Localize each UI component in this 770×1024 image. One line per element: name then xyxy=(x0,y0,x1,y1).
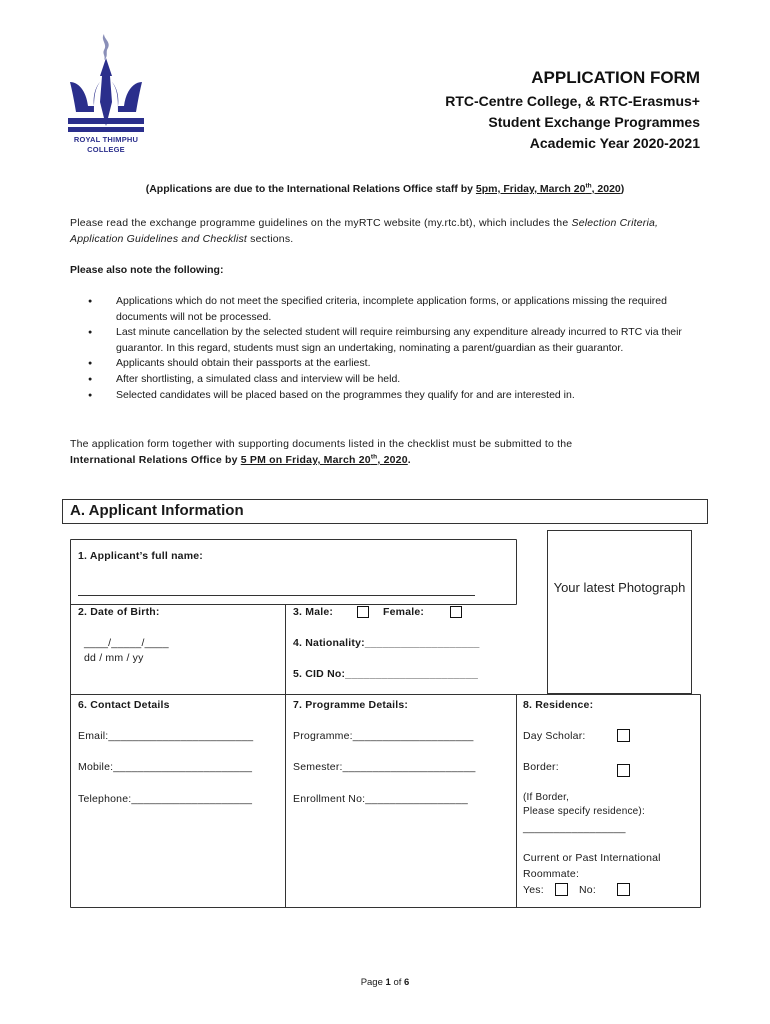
day-scholar-checkbox[interactable] xyxy=(617,729,630,742)
roommate-no-checkbox[interactable] xyxy=(617,883,630,896)
due-prefix: (Applications are due to the International Relations Office staff by xyxy=(145,183,476,195)
submit-date-year: , 2020 xyxy=(377,454,408,466)
due-deadline-sup: th xyxy=(585,182,592,190)
form-title: APPLICATION FORM xyxy=(531,68,700,87)
list-item: ● Last minute cancellation by the selected student will require reimbursing any expenditure already incurred to RTC via their guarantor. In this regard, students must sign an undertaking, nominating a parent/guardian as their guarantor. xyxy=(116,325,704,356)
roommate-no-label: No: xyxy=(579,884,596,896)
roommate-yes-label: Yes: xyxy=(523,884,544,896)
note-heading: Please also note the following: xyxy=(70,264,224,276)
page-prefix: Page xyxy=(360,977,386,988)
submit-end: . xyxy=(407,454,411,466)
list-item: ● Selected candidates will be placed based on the programmes they qualify for and are interested in. xyxy=(116,388,704,404)
telephone-field[interactable]: Telephone:____________________ xyxy=(78,793,253,805)
submit-office: International Relations Office by xyxy=(70,454,241,466)
if-border-note-2: Please specify residence): xyxy=(523,806,645,817)
programme-details-label: 7. Programme Details: xyxy=(293,699,409,711)
college-line: RTC-Centre College, & RTC-Erasmus+ xyxy=(445,93,700,109)
logo-text-line2: COLLEGE xyxy=(87,145,125,154)
submit-date-sup: th xyxy=(370,453,378,461)
residence-field[interactable]: _________________ xyxy=(523,822,626,834)
dob-format: dd / mm / yy xyxy=(84,652,144,664)
academic-year: Academic Year 2020-2021 xyxy=(529,135,700,151)
roommate-label-2: Roommate: xyxy=(523,868,580,880)
due-suffix: ) xyxy=(620,183,625,195)
male-checkbox[interactable] xyxy=(357,606,369,618)
mobile-field[interactable]: Mobile:_______________________ xyxy=(78,761,253,773)
enrollment-field[interactable]: Enrollment No:_________________ xyxy=(293,793,468,805)
contact-details-label: 6. Contact Details xyxy=(78,699,170,711)
intro-italic: Selection Criteria, Application Guidelines and Checklist xyxy=(70,217,659,245)
dob-label: 2. Date of Birth: xyxy=(78,606,160,618)
submit-date-text: 5 PM on Friday, March 20 xyxy=(240,454,371,466)
page-number xyxy=(0,977,770,988)
section-a-title: A. Applicant Information xyxy=(70,502,244,519)
page-of: of xyxy=(390,977,405,988)
female-label: Female: xyxy=(383,606,425,618)
photograph-label: Your latest Photograph xyxy=(553,580,686,595)
page-current: 1 xyxy=(385,977,391,988)
day-scholar-label: Day Scholar: xyxy=(523,730,586,742)
dob-field[interactable]: ____/_____/____ xyxy=(84,637,169,649)
semester-field[interactable]: Semester:______________________ xyxy=(293,761,476,773)
cid-field[interactable]: 5. CID No:______________________ xyxy=(293,668,479,680)
submit-text: The application form together with supporting documents listed in the checklist must be submitted to the xyxy=(70,438,573,450)
logo-text-line1: ROYAL THIMPHU xyxy=(73,135,139,144)
page-total: 6 xyxy=(404,977,410,988)
email-field[interactable]: Email:________________________ xyxy=(78,730,254,742)
list-item: ● Applicants should obtain their passports at the earliest. xyxy=(116,356,704,372)
full-name-field[interactable] xyxy=(78,582,475,598)
list-item: ● After shortlisting, a simulated class and interview will be held. xyxy=(116,372,704,388)
border-checkbox[interactable] xyxy=(617,764,630,777)
roommate-yes-checkbox[interactable] xyxy=(555,883,568,896)
female-checkbox[interactable] xyxy=(450,606,462,618)
border-label: Border: xyxy=(523,761,559,773)
residence-label: 8. Residence: xyxy=(523,699,594,711)
intro-text: Please read the exchange programme guidelines on the myRTC website (my.rtc.bt), which includes the xyxy=(70,217,572,229)
if-border-note: (If Border, xyxy=(523,792,570,803)
list-item: ● Applications which do not meet the specified criteria, incomplete application forms, or applications missing the required documents will not be processed. xyxy=(116,294,704,325)
programme-line: Student Exchange Programmes xyxy=(488,114,700,130)
due-deadline-text: 5pm, Friday, March 20 xyxy=(475,183,586,195)
nationality-field[interactable]: 4. Nationality:___________________ xyxy=(293,637,480,649)
roommate-label: Current or Past International xyxy=(523,852,661,864)
programme-field[interactable]: Programme:____________________ xyxy=(293,730,474,742)
male-label: 3. Male: xyxy=(293,606,334,618)
full-name-label: 1. Applicant’s full name: xyxy=(78,550,203,562)
due-deadline-year: , 2020 xyxy=(591,183,621,195)
intro-tail: sections. xyxy=(247,233,294,245)
